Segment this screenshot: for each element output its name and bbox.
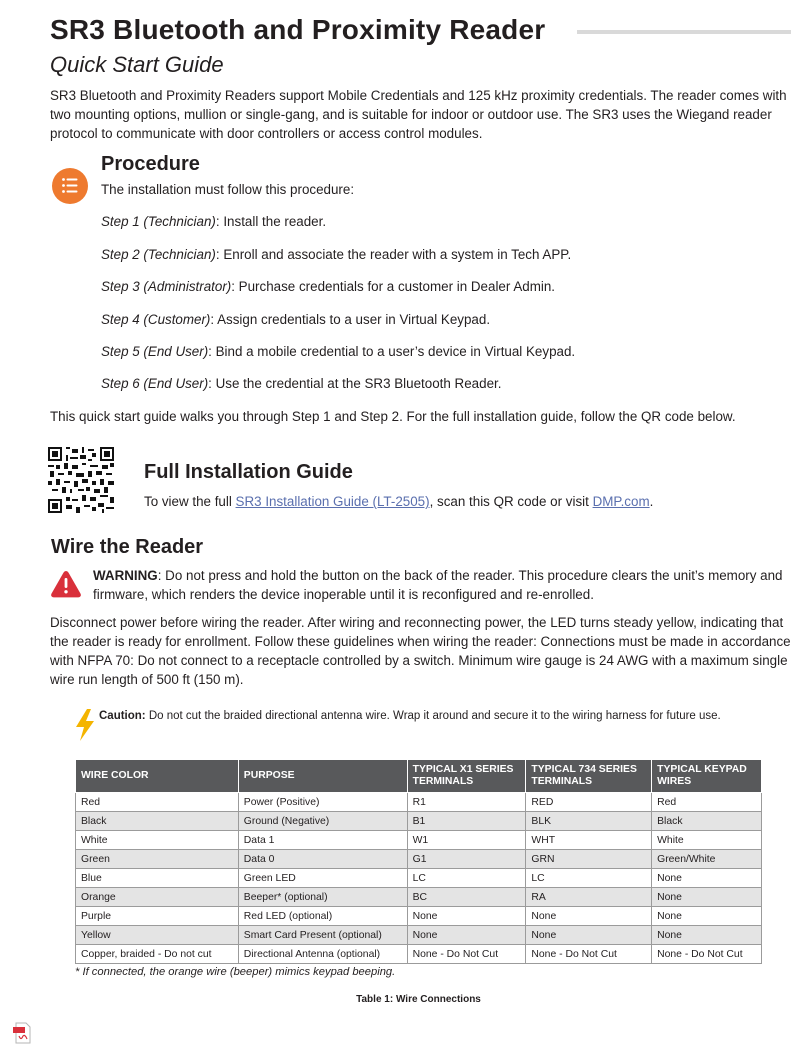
table-cell: Green [76, 850, 239, 869]
table-row [76, 888, 762, 907]
step-text: : Assign credentials to a user in Virtual Keypad. [210, 312, 491, 327]
table-cell: Ground (Negative) [238, 812, 407, 831]
step-text: : Purchase credentials for a customer in Dealer Admin. [231, 279, 555, 294]
warning-text: : Do not press and hold the button on the back of the reader. This procedure clears the unit’s memory and firmware, which renders the device inoperable until it is reconfigured and re-enrolled. [93, 568, 783, 602]
table-cell: GRN [526, 850, 652, 869]
caution-text: Do not cut the braided directional antenna wire. Wrap it around and secure it to the wiring harness for future use. [145, 710, 721, 722]
table-cell: None [652, 926, 762, 945]
procedure-heading: Procedure [101, 153, 200, 175]
procedure-lead: The installation must follow this procedure: [101, 182, 355, 197]
table-cell: W1 [407, 831, 526, 850]
dmp-site-link[interactable]: DMP.com [592, 494, 650, 509]
intro-paragraph: SR3 Bluetooth and Proximity Readers support Mobile Credentials and 125 kHz proximity credentials. The reader comes with two mounting options, mullion or single-gang, and is suitable for indoor or outdoor use. The SR3 uses the Wiegand reader protocol to communicate with door controllers or access control modules. [50, 88, 787, 141]
table-cell: Data 1 [238, 831, 407, 850]
table-cell: None [652, 888, 762, 907]
procedure-step [101, 310, 490, 329]
table-cell: None - Do Not Cut [407, 945, 526, 964]
table-cell: BLK [526, 812, 652, 831]
table-cell: Green/White [652, 850, 762, 869]
table-cell: Purple [76, 907, 239, 926]
table-cell: None - Do Not Cut [526, 945, 652, 964]
pdf-icon[interactable] [12, 1022, 34, 1044]
table-cell: LC [407, 869, 526, 888]
warning-paragraph [93, 566, 793, 604]
page-title: SR3 Bluetooth and Proximity Reader [50, 14, 546, 45]
table-cell: Yellow [76, 926, 239, 945]
caution-paragraph [99, 707, 759, 725]
table-row [76, 850, 762, 869]
table-row [76, 812, 762, 831]
wire-heading: Wire the Reader [51, 536, 204, 558]
table-cell: None - Do Not Cut [652, 945, 762, 964]
table-cell: White [652, 831, 762, 850]
guide-text-after: . [649, 494, 654, 509]
column-header: TYPICAL 734 SERIES TERMINALS [526, 760, 652, 793]
table-cell: LC [526, 869, 652, 888]
qr-code-icon[interactable] [48, 447, 114, 513]
column-header: TYPICAL KEYPAD WIRES [652, 760, 762, 793]
table-cell: None [526, 907, 652, 926]
step-label: Step 1 (Technician) [101, 214, 216, 229]
procedure-step [101, 245, 571, 264]
table-cell: Copper, braided - Do not cut [76, 945, 239, 964]
warning-label: WARNING [93, 568, 158, 583]
table-cell: Black [76, 812, 239, 831]
table-cell: Data 0 [238, 850, 407, 869]
column-header: TYPICAL X1 SERIES TERMINALS [407, 760, 526, 793]
title-rule [577, 30, 791, 34]
table-cell: Beeper* (optional) [238, 888, 407, 907]
step-label: Step 5 (End User) [101, 344, 209, 359]
procedure-step [101, 277, 555, 296]
table-cell: None [652, 869, 762, 888]
table-cell: Orange [76, 888, 239, 907]
table-cell: Power (Positive) [238, 793, 407, 812]
procedure-step [101, 342, 575, 361]
table-footnote: * If connected, the orange wire (beeper) mimics keypad beeping. [75, 966, 396, 978]
step-text: : Enroll and associate the reader with a system in Tech APP. [215, 247, 572, 262]
table-cell: None [407, 926, 526, 945]
lightning-icon [74, 709, 96, 741]
summary-paragraph: This quick start guide walks you through Step 1 and Step 2. For the full installation guide, follow the QR code below. [50, 409, 736, 424]
table-cell: WHT [526, 831, 652, 850]
table-row [76, 945, 762, 964]
guide-heading: Full Installation Guide [144, 461, 353, 483]
step-label: Step 2 (Technician) [101, 247, 216, 262]
wire-connections-table [75, 759, 762, 964]
step-label: Step 4 (Customer) [101, 312, 211, 327]
table-row [76, 907, 762, 926]
column-header: PURPOSE [238, 760, 407, 793]
installation-guide-link[interactable]: SR3 Installation Guide (LT-2505) [235, 494, 430, 509]
step-label: Step 6 (End User) [101, 376, 209, 391]
table-cell: None [407, 907, 526, 926]
page-subtitle: Quick Start Guide [50, 52, 224, 77]
table-cell: Green LED [238, 869, 407, 888]
table-cell: RED [526, 793, 652, 812]
list-icon [52, 168, 88, 204]
step-text: : Install the reader. [215, 214, 327, 229]
table-cell: Red [652, 793, 762, 812]
step-text: : Bind a mobile credential to a user’s device in Virtual Keypad. [208, 344, 576, 359]
table-cell: BC [407, 888, 526, 907]
table-cell: RA [526, 888, 652, 907]
table-row [76, 831, 762, 850]
caution-label: Caution: [99, 710, 146, 722]
table-cell: B1 [407, 812, 526, 831]
table-row [76, 869, 762, 888]
table-cell: G1 [407, 850, 526, 869]
table-cell: R1 [407, 793, 526, 812]
table-header-row [76, 760, 762, 793]
table-caption: Table 1: Wire Connections [356, 994, 481, 1005]
table-row [76, 793, 762, 812]
column-header: WIRE COLOR [76, 760, 239, 793]
table-cell: Black [652, 812, 762, 831]
wiring-guidelines-paragraph: Disconnect power before wiring the reader. After wiring and reconnecting power, the LED turns steady yellow, indicating that the reader is ready for enrollment. Follow these guidelines when wiring the reader: Connections must be made in accordance with NFPA 70: Do not connect to a receptacle controlled by a switch. Minimum wire gauge is 24 AWG with a maximum single wire run length of 500 ft (150 m). [50, 615, 791, 687]
warning-icon [50, 569, 82, 599]
guide-text-before: To view the full [144, 494, 236, 509]
step-text: : Use the credential at the SR3 Bluetooth Reader. [208, 376, 502, 391]
step-label: Step 3 (Administrator) [101, 279, 232, 294]
table-cell: None [652, 907, 762, 926]
procedure-step [101, 212, 326, 231]
guide-paragraph [144, 492, 653, 511]
guide-text-middle: , scan this QR code or visit [429, 494, 593, 509]
table-cell: Red [76, 793, 239, 812]
table-cell: Smart Card Present (optional) [238, 926, 407, 945]
procedure-step [101, 374, 501, 393]
table-cell: Red LED (optional) [238, 907, 407, 926]
table-cell: White [76, 831, 239, 850]
table-cell: Directional Antenna (optional) [238, 945, 407, 964]
table-row [76, 926, 762, 945]
table-cell: None [526, 926, 652, 945]
table-cell: Blue [76, 869, 239, 888]
